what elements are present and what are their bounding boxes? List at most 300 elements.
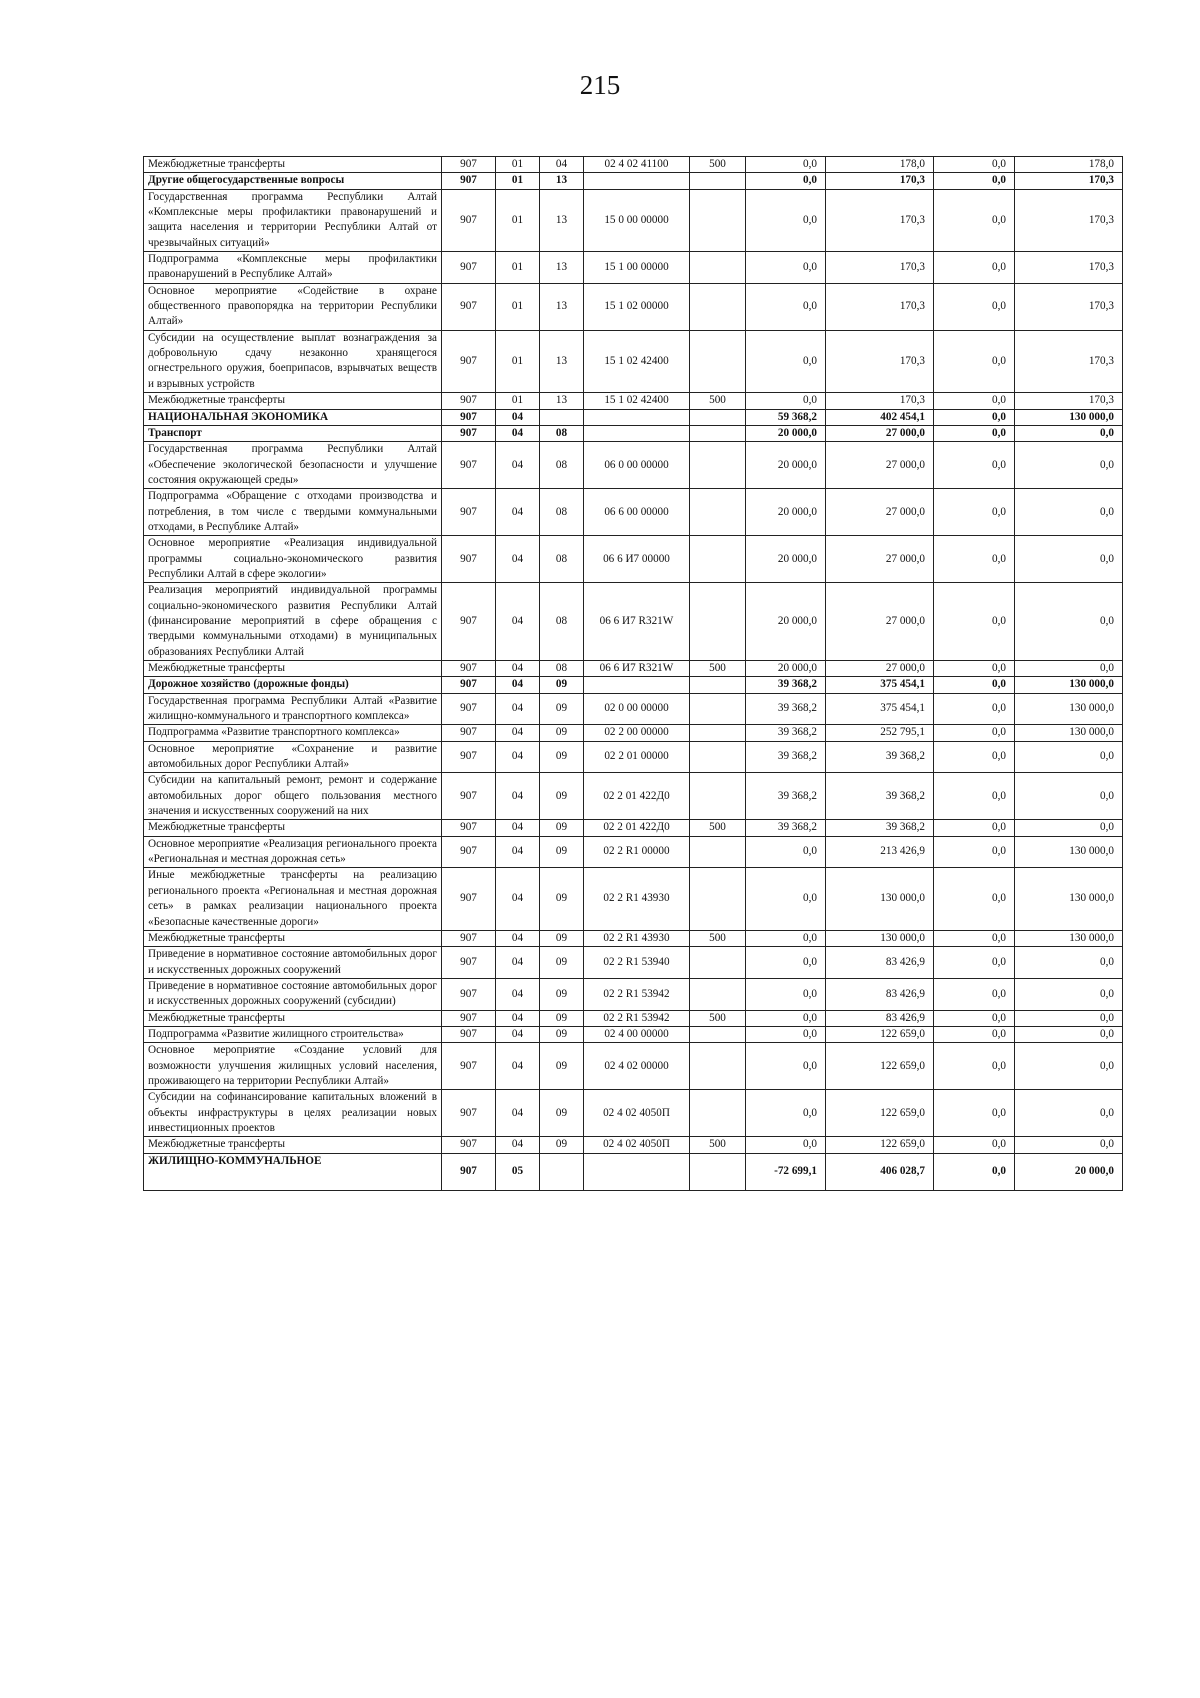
row-grbs: 907 xyxy=(442,442,496,489)
row-subsection xyxy=(540,1153,584,1190)
row-amount-2: 402 454,1 xyxy=(826,409,934,425)
row-name: Межбюджетные трансферты xyxy=(144,1010,442,1026)
row-grbs: 907 xyxy=(442,677,496,693)
row-grbs: 907 xyxy=(442,330,496,392)
row-amount-2: 122 659,0 xyxy=(826,1090,934,1137)
row-target-article: 02 2 R1 43930 xyxy=(584,868,690,930)
row-name: Транспорт xyxy=(144,425,442,441)
table-row xyxy=(144,773,1123,820)
row-expense-type xyxy=(690,677,746,693)
row-amount-4: 0,0 xyxy=(1015,820,1123,836)
row-grbs: 907 xyxy=(442,1043,496,1090)
table-row xyxy=(144,1043,1123,1090)
row-amount-2: 213 426,9 xyxy=(826,836,934,868)
row-amount-1: 0,0 xyxy=(746,330,826,392)
row-amount-3: 0,0 xyxy=(934,1137,1015,1153)
row-amount-1: -72 699,1 xyxy=(746,1153,826,1190)
row-amount-4: 130 000,0 xyxy=(1015,836,1123,868)
row-expense-type xyxy=(690,1043,746,1090)
row-amount-1: 20 000,0 xyxy=(746,661,826,677)
row-amount-3: 0,0 xyxy=(934,425,1015,441)
row-expense-type: 500 xyxy=(690,930,746,946)
row-amount-1: 0,0 xyxy=(746,189,826,251)
row-amount-2: 27 000,0 xyxy=(826,442,934,489)
row-amount-3: 0,0 xyxy=(934,157,1015,173)
row-amount-2: 83 426,9 xyxy=(826,1010,934,1026)
row-target-article: 02 2 01 422Д0 xyxy=(584,773,690,820)
table-row xyxy=(144,442,1123,489)
table-row xyxy=(144,1026,1123,1042)
row-target-article: 02 2 01 422Д0 xyxy=(584,820,690,836)
table-row xyxy=(144,283,1123,330)
row-section: 01 xyxy=(496,173,540,189)
row-amount-3: 0,0 xyxy=(934,409,1015,425)
row-expense-type xyxy=(690,836,746,868)
row-amount-1: 39 368,2 xyxy=(746,725,826,741)
row-amount-4: 130 000,0 xyxy=(1015,868,1123,930)
row-section: 04 xyxy=(496,693,540,725)
row-grbs: 907 xyxy=(442,947,496,979)
row-amount-2: 27 000,0 xyxy=(826,661,934,677)
row-section: 01 xyxy=(496,157,540,173)
row-name: Межбюджетные трансферты xyxy=(144,661,442,677)
row-expense-type xyxy=(690,409,746,425)
row-target-article: 02 2 01 00000 xyxy=(584,741,690,773)
row-grbs: 907 xyxy=(442,157,496,173)
row-amount-3: 0,0 xyxy=(934,725,1015,741)
row-name: Реализация мероприятий индивидуальной программы социально-экономического развития Республики Алтай (финансирование мероприятий в сфере обращения с твердыми коммунальными отходами) в муниципальных образованиях Республики Алтай xyxy=(144,583,442,661)
row-subsection: 09 xyxy=(540,773,584,820)
row-amount-4: 0,0 xyxy=(1015,489,1123,536)
row-amount-3: 0,0 xyxy=(934,489,1015,536)
row-amount-2: 27 000,0 xyxy=(826,583,934,661)
row-amount-2: 122 659,0 xyxy=(826,1026,934,1042)
row-name: Межбюджетные трансферты xyxy=(144,820,442,836)
row-target-article: 02 4 02 4050П xyxy=(584,1137,690,1153)
row-amount-4: 0,0 xyxy=(1015,978,1123,1010)
row-target-article: 02 4 02 00000 xyxy=(584,1043,690,1090)
row-name: Основное мероприятие «Создание условий для возможности улучшения жилищных условий населения, проживающего на территории Республики Алтай» xyxy=(144,1043,442,1090)
row-name: Межбюджетные трансферты xyxy=(144,930,442,946)
row-amount-3: 0,0 xyxy=(934,1010,1015,1026)
row-section: 04 xyxy=(496,773,540,820)
row-grbs: 907 xyxy=(442,1137,496,1153)
row-expense-type xyxy=(690,773,746,820)
row-section: 04 xyxy=(496,442,540,489)
row-subsection: 08 xyxy=(540,425,584,441)
row-target-article: 06 6 И7 00000 xyxy=(584,536,690,583)
row-amount-4: 0,0 xyxy=(1015,1010,1123,1026)
row-grbs: 907 xyxy=(442,409,496,425)
row-grbs: 907 xyxy=(442,741,496,773)
table-row xyxy=(144,157,1123,173)
row-target-article: 06 6 И7 R321W xyxy=(584,583,690,661)
row-subsection: 08 xyxy=(540,536,584,583)
row-grbs: 907 xyxy=(442,173,496,189)
row-target-article: 06 6 И7 R321W xyxy=(584,661,690,677)
row-grbs: 907 xyxy=(442,536,496,583)
row-amount-1: 0,0 xyxy=(746,1043,826,1090)
row-target-article: 02 2 00 00000 xyxy=(584,725,690,741)
row-subsection: 13 xyxy=(540,252,584,284)
row-amount-3: 0,0 xyxy=(934,868,1015,930)
row-section: 04 xyxy=(496,820,540,836)
row-subsection: 09 xyxy=(540,820,584,836)
row-expense-type: 500 xyxy=(690,393,746,409)
row-section: 04 xyxy=(496,536,540,583)
row-name: НАЦИОНАЛЬНАЯ ЭКОНОМИКА xyxy=(144,409,442,425)
row-section: 04 xyxy=(496,978,540,1010)
row-amount-1: 0,0 xyxy=(746,930,826,946)
row-amount-1: 0,0 xyxy=(746,252,826,284)
row-subsection xyxy=(540,409,584,425)
row-grbs: 907 xyxy=(442,1153,496,1190)
row-target-article: 15 1 00 00000 xyxy=(584,252,690,284)
row-grbs: 907 xyxy=(442,836,496,868)
row-expense-type xyxy=(690,330,746,392)
row-amount-3: 0,0 xyxy=(934,1090,1015,1137)
row-target-article: 02 2 R1 53942 xyxy=(584,1010,690,1026)
row-subsection: 08 xyxy=(540,661,584,677)
row-amount-1: 0,0 xyxy=(746,947,826,979)
row-amount-3: 0,0 xyxy=(934,677,1015,693)
row-name: Государственная программа Республики Алтай «Комплексные меры профилактики правонарушений и защита населения и территории Республики Алтай от чрезвычайных ситуаций» xyxy=(144,189,442,251)
row-expense-type xyxy=(690,1026,746,1042)
row-amount-4: 0,0 xyxy=(1015,442,1123,489)
row-subsection: 13 xyxy=(540,283,584,330)
row-target-article: 02 4 02 41100 xyxy=(584,157,690,173)
row-expense-type xyxy=(690,947,746,979)
row-amount-2: 170,3 xyxy=(826,173,934,189)
table-row xyxy=(144,489,1123,536)
row-amount-2: 170,3 xyxy=(826,189,934,251)
row-amount-4: 0,0 xyxy=(1015,425,1123,441)
row-amount-2: 39 368,2 xyxy=(826,741,934,773)
row-amount-3: 0,0 xyxy=(934,583,1015,661)
row-amount-2: 130 000,0 xyxy=(826,930,934,946)
row-amount-2: 170,3 xyxy=(826,283,934,330)
row-amount-4: 0,0 xyxy=(1015,1043,1123,1090)
row-amount-3: 0,0 xyxy=(934,393,1015,409)
table-row xyxy=(144,677,1123,693)
row-amount-4: 130 000,0 xyxy=(1015,409,1123,425)
row-grbs: 907 xyxy=(442,425,496,441)
row-amount-1: 0,0 xyxy=(746,1010,826,1026)
table-row xyxy=(144,173,1123,189)
row-expense-type xyxy=(690,1090,746,1137)
row-section: 04 xyxy=(496,930,540,946)
row-amount-1: 0,0 xyxy=(746,836,826,868)
row-subsection: 08 xyxy=(540,583,584,661)
row-subsection: 09 xyxy=(540,1090,584,1137)
row-name: Межбюджетные трансферты xyxy=(144,393,442,409)
row-expense-type: 500 xyxy=(690,661,746,677)
row-target-article: 02 0 00 00000 xyxy=(584,693,690,725)
row-amount-2: 252 795,1 xyxy=(826,725,934,741)
row-grbs: 907 xyxy=(442,489,496,536)
row-expense-type: 500 xyxy=(690,820,746,836)
row-grbs: 907 xyxy=(442,1090,496,1137)
row-expense-type xyxy=(690,1153,746,1190)
row-name: Субсидии на софинансирование капитальных вложений в объекты инфраструктуры в целях реализации новых инвестиционных проектов xyxy=(144,1090,442,1137)
row-section: 01 xyxy=(496,393,540,409)
table-row xyxy=(144,661,1123,677)
row-grbs: 907 xyxy=(442,820,496,836)
row-subsection: 13 xyxy=(540,189,584,251)
row-amount-3: 0,0 xyxy=(934,947,1015,979)
row-amount-2: 170,3 xyxy=(826,393,934,409)
row-target-article xyxy=(584,409,690,425)
row-grbs: 907 xyxy=(442,868,496,930)
row-amount-2: 406 028,7 xyxy=(826,1153,934,1190)
row-amount-1: 0,0 xyxy=(746,1090,826,1137)
row-amount-3: 0,0 xyxy=(934,252,1015,284)
row-amount-1: 0,0 xyxy=(746,283,826,330)
row-section: 04 xyxy=(496,1090,540,1137)
row-subsection: 04 xyxy=(540,157,584,173)
row-subsection: 09 xyxy=(540,741,584,773)
row-amount-1: 0,0 xyxy=(746,173,826,189)
table-row xyxy=(144,1090,1123,1137)
row-target-article: 02 2 R1 53940 xyxy=(584,947,690,979)
row-section: 04 xyxy=(496,677,540,693)
row-expense-type: 500 xyxy=(690,157,746,173)
row-amount-1: 20 000,0 xyxy=(746,425,826,441)
row-name: Основное мероприятие «Сохранение и развитие автомобильных дорог Республики Алтай» xyxy=(144,741,442,773)
table-row xyxy=(144,583,1123,661)
row-amount-4: 170,3 xyxy=(1015,173,1123,189)
row-amount-3: 0,0 xyxy=(934,189,1015,251)
row-grbs: 907 xyxy=(442,930,496,946)
row-amount-4: 0,0 xyxy=(1015,583,1123,661)
row-amount-4: 0,0 xyxy=(1015,661,1123,677)
row-amount-4: 170,3 xyxy=(1015,330,1123,392)
row-target-article xyxy=(584,173,690,189)
row-section: 04 xyxy=(496,425,540,441)
row-amount-3: 0,0 xyxy=(934,173,1015,189)
table-row xyxy=(144,393,1123,409)
row-amount-3: 0,0 xyxy=(934,1043,1015,1090)
row-name: Приведение в нормативное состояние автомобильных дорог и искусственных дорожных сооружений xyxy=(144,947,442,979)
row-section: 04 xyxy=(496,741,540,773)
row-name: Основное мероприятие «Реализация индивидуальной программы социально-экономического развития Республики Алтай в сфере экологии» xyxy=(144,536,442,583)
row-subsection: 09 xyxy=(540,1137,584,1153)
row-amount-2: 27 000,0 xyxy=(826,489,934,536)
row-expense-type xyxy=(690,868,746,930)
row-section: 04 xyxy=(496,868,540,930)
row-section: 04 xyxy=(496,489,540,536)
row-amount-3: 0,0 xyxy=(934,536,1015,583)
row-section: 01 xyxy=(496,252,540,284)
row-amount-3: 0,0 xyxy=(934,978,1015,1010)
row-amount-2: 83 426,9 xyxy=(826,978,934,1010)
row-expense-type xyxy=(690,741,746,773)
row-target-article: 02 2 R1 43930 xyxy=(584,930,690,946)
row-amount-4: 178,0 xyxy=(1015,157,1123,173)
row-amount-4: 170,3 xyxy=(1015,189,1123,251)
row-amount-1: 0,0 xyxy=(746,1137,826,1153)
row-expense-type: 500 xyxy=(690,1137,746,1153)
row-name: Межбюджетные трансферты xyxy=(144,1137,442,1153)
row-section: 01 xyxy=(496,189,540,251)
row-expense-type xyxy=(690,583,746,661)
row-amount-3: 0,0 xyxy=(934,442,1015,489)
row-amount-1: 0,0 xyxy=(746,393,826,409)
row-subsection: 13 xyxy=(540,173,584,189)
row-name: ЖИЛИЩНО-КОММУНАЛЬНОЕ xyxy=(144,1153,442,1190)
row-amount-1: 20 000,0 xyxy=(746,442,826,489)
row-expense-type xyxy=(690,489,746,536)
row-amount-3: 0,0 xyxy=(934,836,1015,868)
row-amount-1: 20 000,0 xyxy=(746,489,826,536)
row-section: 01 xyxy=(496,330,540,392)
row-section: 04 xyxy=(496,1137,540,1153)
row-amount-1: 20 000,0 xyxy=(746,536,826,583)
table-row xyxy=(144,189,1123,251)
row-grbs: 907 xyxy=(442,773,496,820)
row-amount-2: 130 000,0 xyxy=(826,868,934,930)
row-grbs: 907 xyxy=(442,1026,496,1042)
row-target-article: 15 1 02 42400 xyxy=(584,393,690,409)
row-amount-2: 170,3 xyxy=(826,252,934,284)
row-amount-2: 122 659,0 xyxy=(826,1043,934,1090)
budget-table xyxy=(143,156,1123,1191)
row-name: Субсидии на осуществление выплат вознаграждения за добровольную сдачу незаконно хранящегося огнестрельного оружия, боеприпасов, взрывчатых веществ и взрывных устройств xyxy=(144,330,442,392)
row-amount-3: 0,0 xyxy=(934,330,1015,392)
row-amount-4: 130 000,0 xyxy=(1015,930,1123,946)
row-amount-4: 130 000,0 xyxy=(1015,693,1123,725)
row-name: Субсидии на капитальный ремонт, ремонт и содержание автомобильных дорог общего пользования местного значения и искусственных сооружений на них xyxy=(144,773,442,820)
table-row xyxy=(144,252,1123,284)
row-amount-1: 0,0 xyxy=(746,978,826,1010)
row-amount-2: 178,0 xyxy=(826,157,934,173)
row-name: Государственная программа Республики Алтай «Обеспечение экологической безопасности и улучшение состояния окружающей среды» xyxy=(144,442,442,489)
row-amount-2: 170,3 xyxy=(826,330,934,392)
row-amount-3: 0,0 xyxy=(934,741,1015,773)
row-section: 01 xyxy=(496,283,540,330)
table-row xyxy=(144,409,1123,425)
row-name: Подпрограмма «Развитие жилищного строительства» xyxy=(144,1026,442,1042)
table-row xyxy=(144,868,1123,930)
row-amount-4: 0,0 xyxy=(1015,773,1123,820)
row-amount-2: 83 426,9 xyxy=(826,947,934,979)
row-subsection: 09 xyxy=(540,725,584,741)
row-subsection: 09 xyxy=(540,930,584,946)
row-amount-4: 0,0 xyxy=(1015,536,1123,583)
row-amount-4: 170,3 xyxy=(1015,252,1123,284)
row-expense-type xyxy=(690,536,746,583)
row-amount-1: 0,0 xyxy=(746,1026,826,1042)
row-section: 04 xyxy=(496,583,540,661)
row-amount-1: 39 368,2 xyxy=(746,741,826,773)
row-target-article xyxy=(584,1153,690,1190)
row-amount-3: 0,0 xyxy=(934,773,1015,820)
row-section: 04 xyxy=(496,947,540,979)
row-amount-2: 39 368,2 xyxy=(826,773,934,820)
row-grbs: 907 xyxy=(442,661,496,677)
row-name: Государственная программа Республики Алтай «Развитие жилищно-коммунального и транспортного комплекса» xyxy=(144,693,442,725)
row-amount-2: 122 659,0 xyxy=(826,1137,934,1153)
row-amount-4: 20 000,0 xyxy=(1015,1153,1123,1190)
row-amount-4: 130 000,0 xyxy=(1015,725,1123,741)
row-grbs: 907 xyxy=(442,252,496,284)
row-grbs: 907 xyxy=(442,283,496,330)
row-amount-4: 0,0 xyxy=(1015,1090,1123,1137)
table-row xyxy=(144,947,1123,979)
row-target-article xyxy=(584,425,690,441)
row-amount-1: 39 368,2 xyxy=(746,693,826,725)
row-section: 04 xyxy=(496,409,540,425)
row-expense-type xyxy=(690,425,746,441)
row-expense-type xyxy=(690,693,746,725)
row-amount-4: 170,3 xyxy=(1015,283,1123,330)
table-row xyxy=(144,536,1123,583)
row-subsection: 09 xyxy=(540,1043,584,1090)
table-row xyxy=(144,725,1123,741)
row-section: 04 xyxy=(496,725,540,741)
row-expense-type xyxy=(690,252,746,284)
row-amount-2: 39 368,2 xyxy=(826,820,934,836)
row-name: Основное мероприятие «Содействие в охране общественного правопорядка на территории Республики Алтай» xyxy=(144,283,442,330)
row-amount-2: 27 000,0 xyxy=(826,536,934,583)
table-row xyxy=(144,1010,1123,1026)
table-row xyxy=(144,1137,1123,1153)
table-row xyxy=(144,693,1123,725)
row-subsection: 09 xyxy=(540,947,584,979)
table-row xyxy=(144,820,1123,836)
row-amount-4: 0,0 xyxy=(1015,741,1123,773)
row-subsection: 08 xyxy=(540,442,584,489)
row-grbs: 907 xyxy=(442,693,496,725)
row-section: 04 xyxy=(496,1043,540,1090)
row-subsection: 13 xyxy=(540,393,584,409)
row-target-article: 06 0 00 00000 xyxy=(584,442,690,489)
row-section: 04 xyxy=(496,1026,540,1042)
row-section: 05 xyxy=(496,1153,540,1190)
row-amount-1: 20 000,0 xyxy=(746,583,826,661)
row-amount-4: 130 000,0 xyxy=(1015,677,1123,693)
row-expense-type: 500 xyxy=(690,1010,746,1026)
row-grbs: 907 xyxy=(442,583,496,661)
row-amount-4: 0,0 xyxy=(1015,947,1123,979)
row-amount-2: 375 454,1 xyxy=(826,693,934,725)
row-grbs: 907 xyxy=(442,393,496,409)
row-amount-1: 59 368,2 xyxy=(746,409,826,425)
row-expense-type xyxy=(690,442,746,489)
row-amount-3: 0,0 xyxy=(934,930,1015,946)
row-name: Подпрограмма «Развитие транспортного комплекса» xyxy=(144,725,442,741)
row-section: 04 xyxy=(496,836,540,868)
table-row xyxy=(144,741,1123,773)
row-amount-4: 0,0 xyxy=(1015,1137,1123,1153)
row-target-article: 15 1 02 00000 xyxy=(584,283,690,330)
row-amount-1: 39 368,2 xyxy=(746,773,826,820)
row-subsection: 09 xyxy=(540,836,584,868)
row-subsection: 13 xyxy=(540,330,584,392)
table-row xyxy=(144,1153,1123,1190)
row-section: 04 xyxy=(496,661,540,677)
row-target-article: 02 4 02 4050П xyxy=(584,1090,690,1137)
row-name: Другие общегосударственные вопросы xyxy=(144,173,442,189)
row-subsection: 09 xyxy=(540,868,584,930)
row-expense-type xyxy=(690,173,746,189)
row-subsection: 08 xyxy=(540,489,584,536)
row-subsection: 09 xyxy=(540,1010,584,1026)
table-row xyxy=(144,930,1123,946)
row-target-article: 15 0 00 00000 xyxy=(584,189,690,251)
table-row xyxy=(144,978,1123,1010)
table-row xyxy=(144,836,1123,868)
